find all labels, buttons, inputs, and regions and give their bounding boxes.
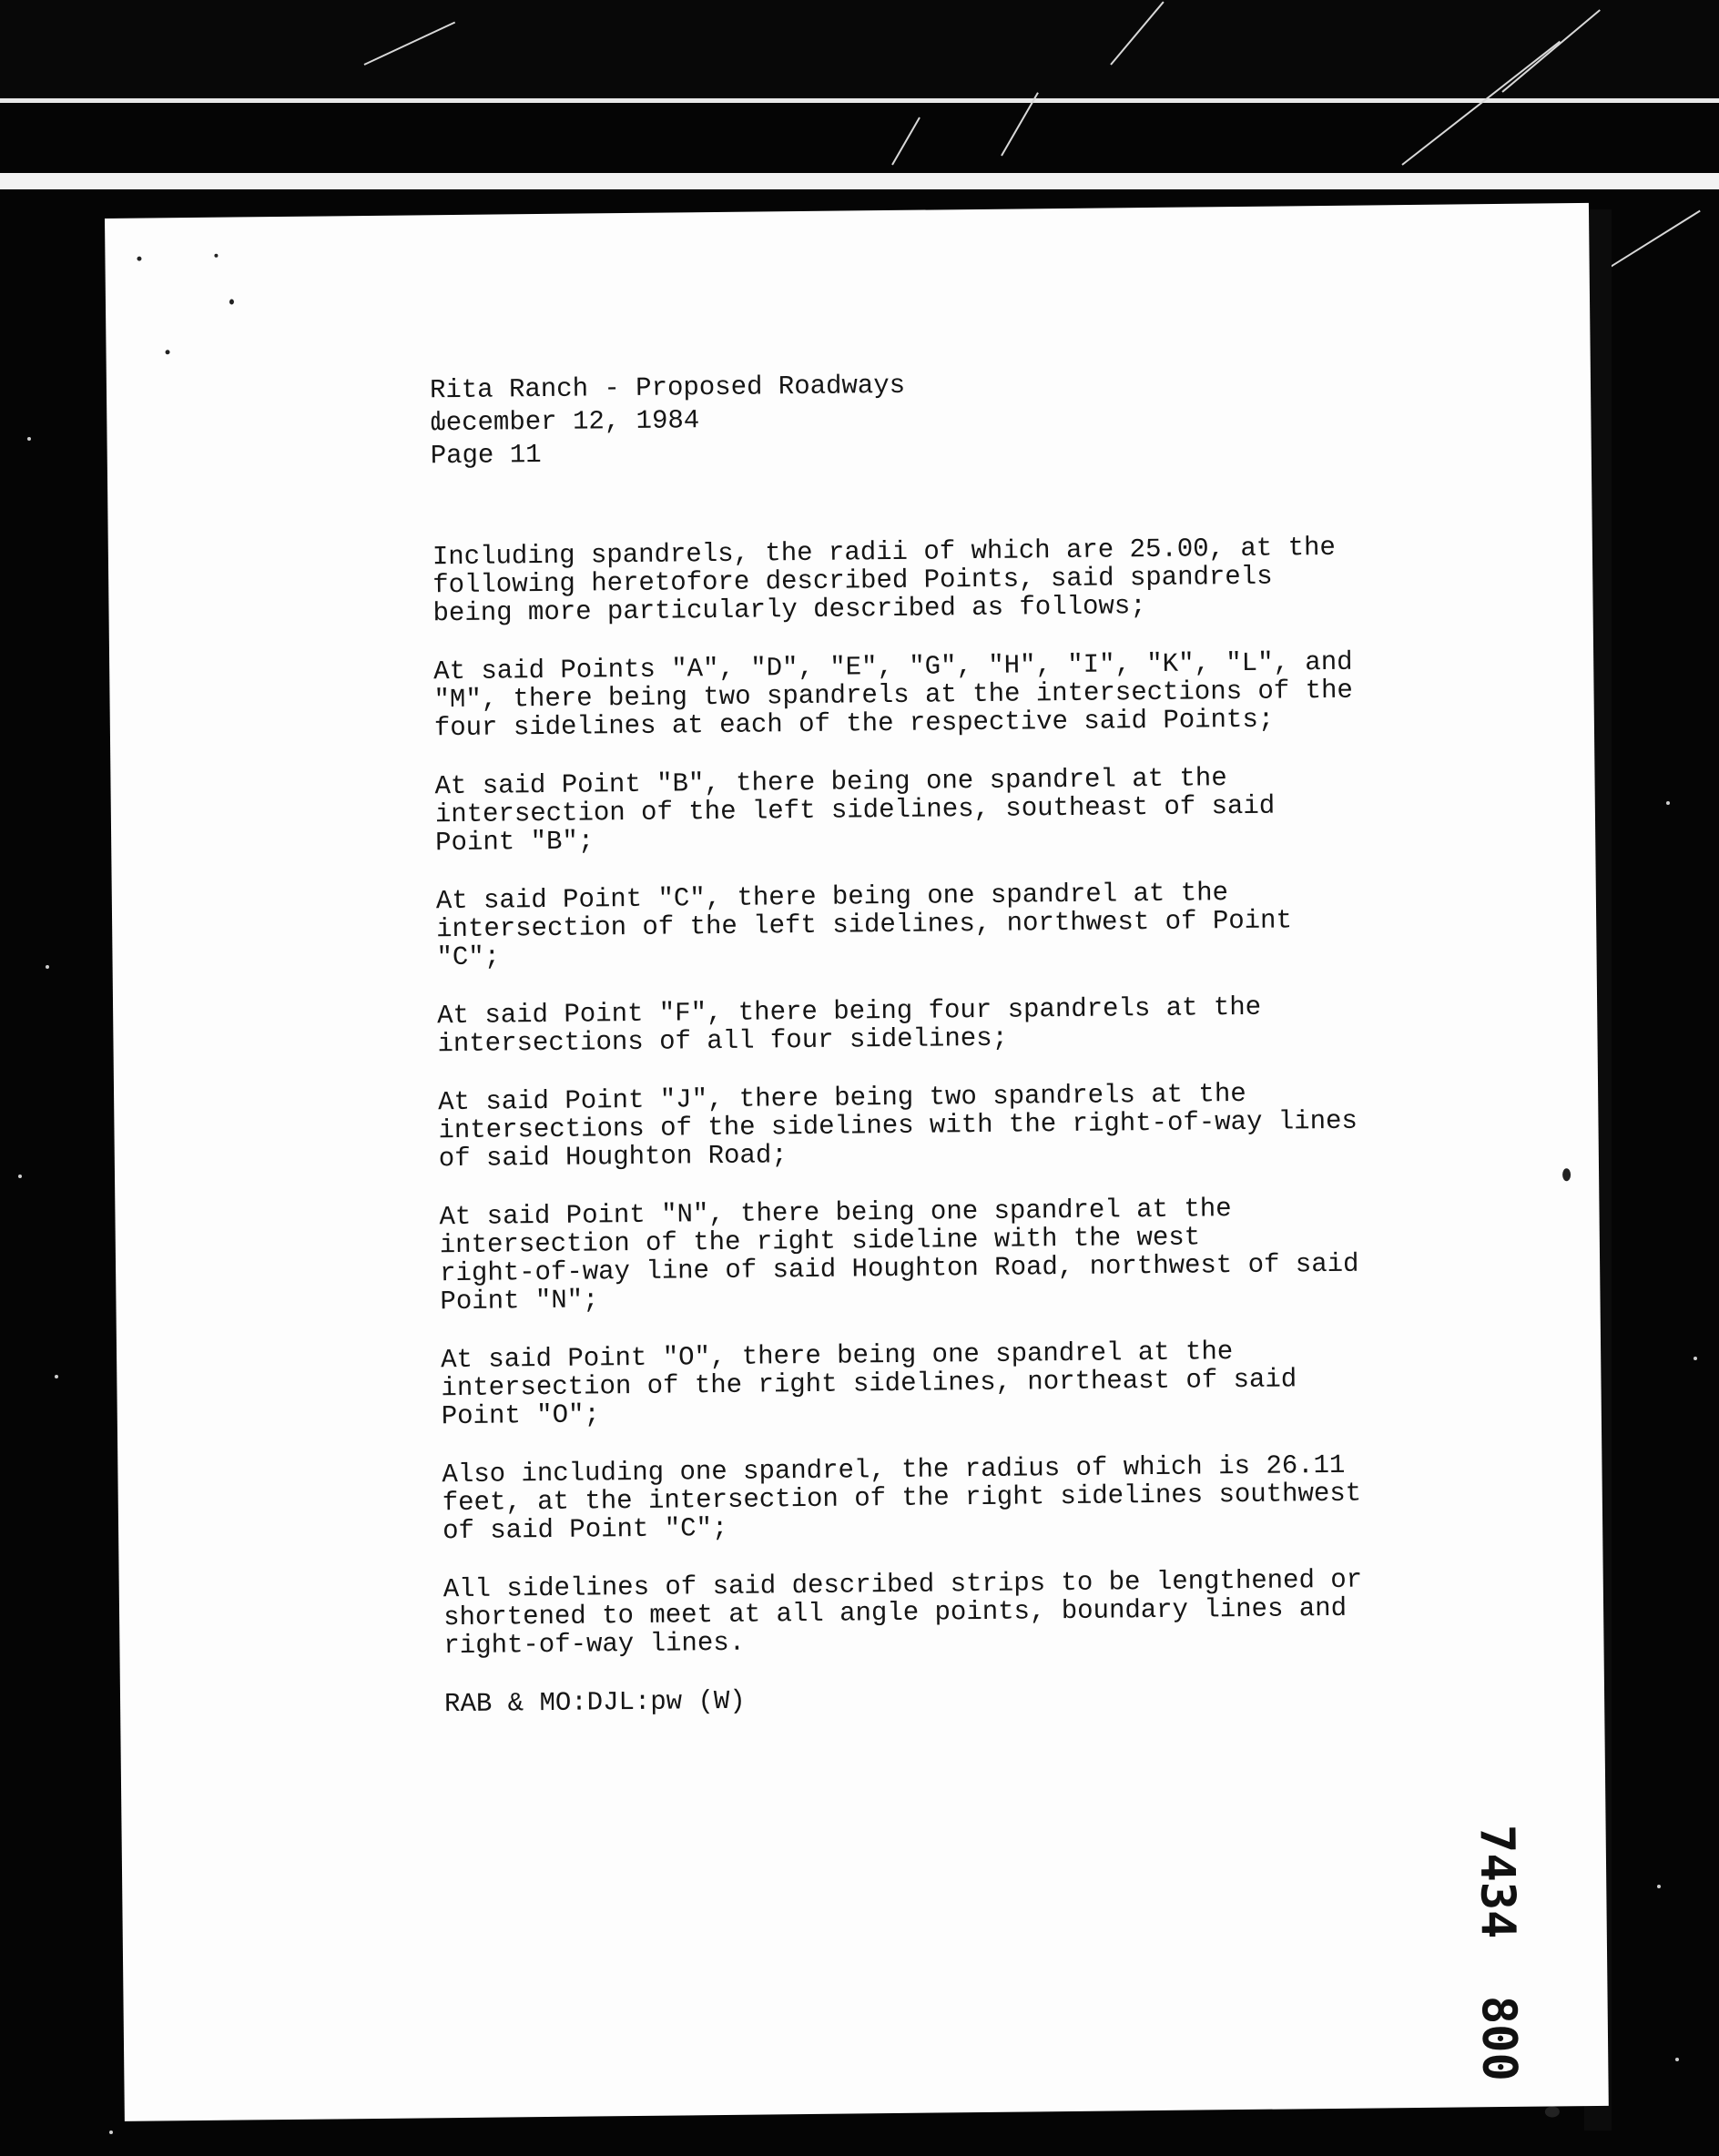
scan-top-band bbox=[0, 0, 1719, 100]
document-header bbox=[430, 370, 906, 473]
scan-speck bbox=[1675, 2058, 1679, 2061]
scan-edge-line bbox=[0, 98, 1719, 103]
body-paragraph: At said Point "F", there being four spandrels at the intersections of all four sidelines; bbox=[437, 992, 1262, 1060]
page-speck bbox=[137, 257, 141, 261]
scan-speck bbox=[46, 965, 49, 969]
body-paragraph: At said Points "A", "D", "E", "G", "H", "I", "K", "L", and "M", there being two spandrels at the intersections of the four sidelines at each of the respective said Points; bbox=[433, 646, 1354, 744]
scan-speck bbox=[27, 437, 31, 441]
body-paragraph: Also including one spandrel, the radius of which is 26.11 feet, at the intersection of the right sidelines southwest of said Point "C"; bbox=[442, 1449, 1362, 1547]
scan-edge-line-lower bbox=[0, 173, 1719, 189]
page-speck bbox=[1545, 2106, 1560, 2117]
typist-reference: RAB & MO:DJL:pw (W) bbox=[443, 1685, 746, 1720]
scan-speck bbox=[1666, 801, 1670, 805]
scan-speck bbox=[18, 1175, 22, 1178]
document-date: ԃecember 12, 1984 bbox=[430, 405, 700, 439]
body-paragraph: Including spandrels, the radii of which are 25.00, at the following heretofore described Points, said spandrels being more particularly described as follows; bbox=[432, 532, 1336, 629]
page-number: Page 11 bbox=[430, 439, 542, 472]
document-page bbox=[105, 203, 1609, 2121]
document-body bbox=[432, 532, 1500, 1718]
page-speck bbox=[229, 300, 234, 305]
page-speck bbox=[214, 254, 218, 258]
scan-speck bbox=[109, 2131, 113, 2134]
page-speck bbox=[1562, 1168, 1571, 1181]
body-paragraph: At said Point "J", there being two spandrels at the intersections of the sidelines with the right-of-way lines of said Houghton Road; bbox=[438, 1078, 1358, 1175]
scan-speck bbox=[55, 1375, 58, 1378]
page-speck bbox=[166, 350, 170, 354]
body-paragraph: At said Point "O", there being one spandrel at the intersection of the right sidelines, northeast of said Point "O"; bbox=[440, 1337, 1297, 1432]
body-paragraph: At said Point "B", there being one spandrel at the intersection of the left sidelines, southeast of said Point "B"; bbox=[434, 763, 1276, 859]
body-paragraph: At said Point "N", there being one spandrel at the intersection of the right sideline with the west right-of-way line of said Houghton Road, northwest of said Point "N"; bbox=[439, 1194, 1359, 1317]
docket-stamp: 7434 800 bbox=[1469, 1824, 1527, 2082]
document-title: Rita Ranch - Proposed Roadways bbox=[429, 370, 906, 406]
scan-scratch bbox=[891, 117, 921, 166]
body-paragraph: All sidelines of said described strips to be lengthened or shortened to meet at all angle points, boundary lines and right-of-way lines. bbox=[442, 1564, 1363, 1662]
body-paragraph: At said Point "C", there being one spandrel at the intersection of the left sidelines, northwest of Point "C"; bbox=[435, 878, 1293, 973]
scan-speck bbox=[1694, 1357, 1697, 1360]
scan-speck bbox=[1657, 1885, 1661, 1888]
